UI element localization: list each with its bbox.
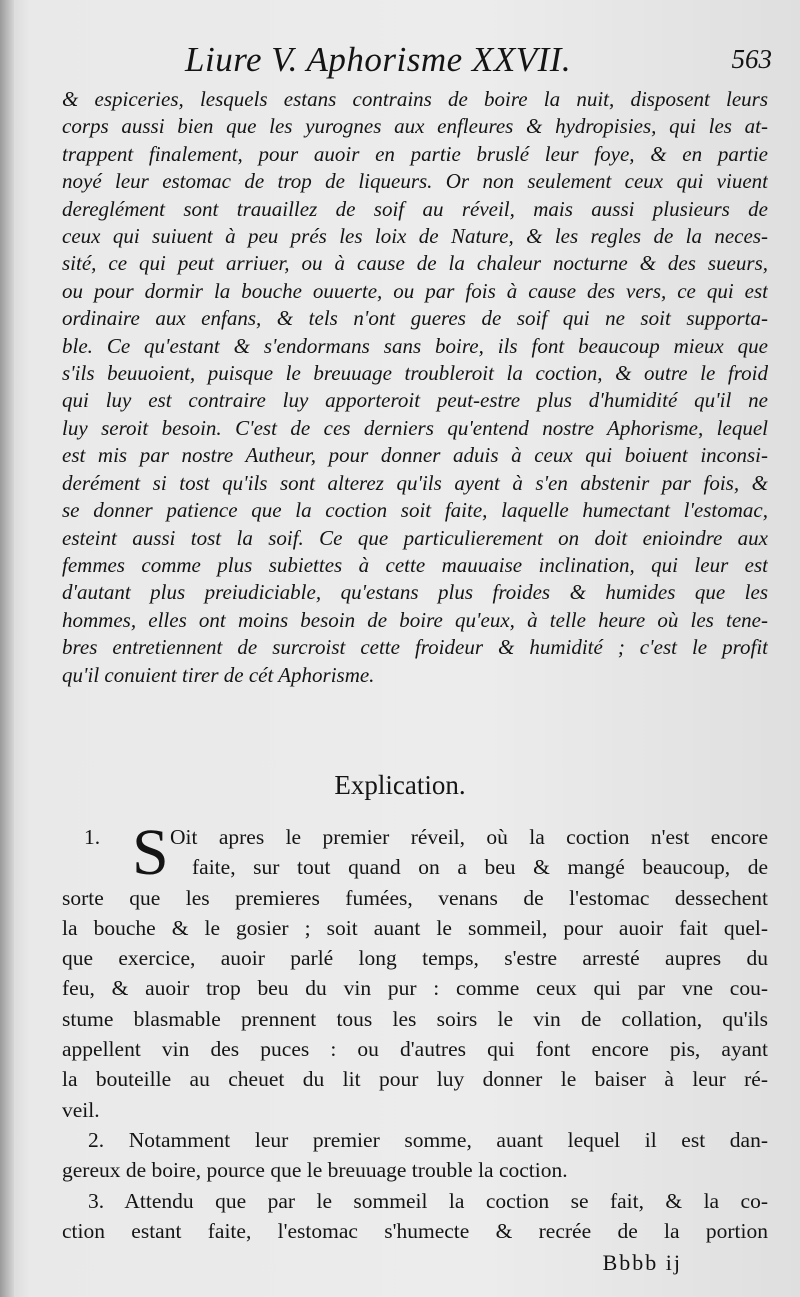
commentary-line: d'autant plus preiudiciable, qu'estans plus froides & humides que les xyxy=(62,580,768,605)
explication-line: appellent vin des puces : ou d'autres qui font encore pis, ayant xyxy=(62,1037,768,1062)
commentary-line: & espiceries, lesquels estans contrains de boire la nuit, disposent leurs xyxy=(62,87,768,111)
explication-line: la bouteille au cheuet du lit pour luy donner le baiser à leur ré- xyxy=(62,1067,768,1092)
commentary-line: trappent finalement, pour auoir en partie bruslé leur foye, & en partie xyxy=(62,141,768,166)
running-title: Liure V. Aphorisme XXVII. xyxy=(185,40,572,79)
commentary-line: ou pour dormir la bouche ouuerte, ou par fois à cause des vers, ce qui est xyxy=(62,278,768,303)
page-gutter-shadow xyxy=(0,0,14,1297)
explication-line: que exercice, auoir parlé long temps, s'estre arresté aupres du xyxy=(62,946,768,971)
commentary-line: esteint aussi tost la soif. Ce que particulierement on doit enioindre aux xyxy=(62,525,768,550)
explication-line xyxy=(62,822,768,852)
item-number-3: 3. xyxy=(88,1188,105,1213)
page-header xyxy=(185,40,772,80)
commentary-line: sité, ce qui peut arriuer, ou à cause de la chaleur nocturne & des sueurs, xyxy=(62,251,768,276)
commentary-line: corps aussi bien que les yurognes aux enfleures & hydropisies, qui les at- xyxy=(62,114,768,139)
explication-line: ction estant faite, l'estomac s'humecte & recrée de la portion xyxy=(62,1218,768,1243)
explication-line: sorte que les premieres fumées, venans de l'estomac dessechent xyxy=(62,885,768,910)
explication-line-text: Attendu que par le sommeil la coction se fait, & la co- xyxy=(124,1188,768,1213)
commentary-line: bres entretiennent de surcroist cette froideur & humidité ; c'est le profit xyxy=(62,635,768,660)
commentary-line: noyé leur estomac de trop de liqueurs. Or non seulement ceux qui viuent xyxy=(62,169,768,194)
item-number-2: 2. xyxy=(88,1127,105,1152)
explication-text xyxy=(62,816,768,1246)
explication-line: gereux de boire, pource que le breuuage trouble la coction. xyxy=(62,1158,568,1183)
commentary-line: dereglément sont trauaillez de soif au réveil, mais aussi plusieurs de xyxy=(62,196,768,221)
explication-line: stume blasmable prennent tous les soirs le vin de collation, qu'ils xyxy=(62,1006,768,1031)
commentary-line: est mis par nostre Autheur, pour donner aduis à ceux qui boiuent inconsi- xyxy=(62,443,768,468)
explication-line xyxy=(62,1186,768,1216)
explication-line: la bouche & le gosier ; soit auant le sommeil, pour auoir fait quel- xyxy=(62,915,768,940)
explication-line-text: Oit apres le premier réveil, où la coction n'est encore xyxy=(170,825,768,849)
commentary-line: qui luy est contraire luy apporteroit peut-estre plus d'humidité qu'il ne xyxy=(62,388,768,413)
explication-line: feu, & auoir trop beu du vin pur : comme ceux qui par vne cou- xyxy=(62,976,768,1001)
commentary-line: derément si tost qu'ils sont alterez qu'ils ayent à s'en abstenir par fois, & xyxy=(62,470,768,495)
commentary-line: ble. Ce qu'estant & s'endormans sans boire, ils font beaucoup mieux que xyxy=(62,333,768,358)
section-title: Explication. xyxy=(334,770,466,800)
drop-cap-initial: S xyxy=(132,816,169,889)
commentary-line: qu'il conuient tirer de cét Aphorisme. xyxy=(62,662,375,687)
commentary-line: ordinaire aux enfans, & tels n'ont gueres de soif qui ne soit supporta- xyxy=(62,306,768,331)
commentary-paragraph xyxy=(62,86,768,689)
explication-line: faite, sur tout quand on a beu & mangé beaucoup, de xyxy=(192,855,768,880)
explication-line xyxy=(62,1125,768,1155)
item-number-1: 1. xyxy=(84,825,101,849)
commentary-line: luy seroit besoin. C'est de ces derniers qu'entend nostre Aphorisme, lequel xyxy=(62,415,768,440)
commentary-line: hommes, elles ont moins besoin de boire qu'eux, à telle heure où les tene- xyxy=(62,607,768,632)
commentary-line: femmes comme plus subiettes à cette mauuaise inclination, qui leur est xyxy=(62,552,768,577)
commentary-line: s'ils beuuoient, puisque le breuuage troubleroit la coction, & outre le froid xyxy=(62,361,768,386)
explication-line: veil. xyxy=(62,1097,100,1122)
explication-line-text: Notamment leur premier somme, auant lequel il est dan- xyxy=(128,1127,768,1152)
catchword-signature: Bbbb ij xyxy=(602,1250,682,1275)
commentary-line: se donner patience que la coction soit faite, laquelle humectant l'estomac, xyxy=(62,498,768,523)
commentary-line: ceux qui suiuent à peu prés les loix de Nature, & les regles de la neces- xyxy=(62,224,768,249)
page-number: 563 xyxy=(731,44,772,74)
